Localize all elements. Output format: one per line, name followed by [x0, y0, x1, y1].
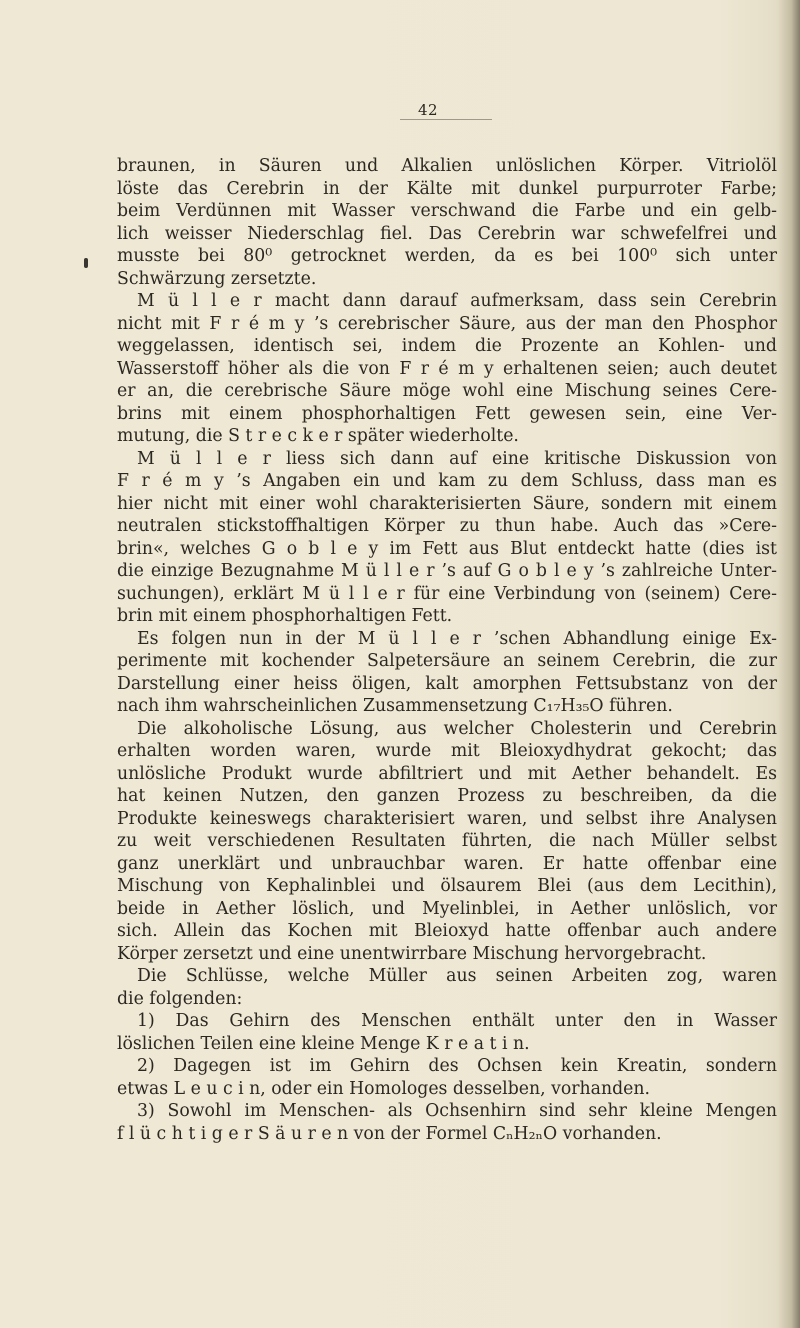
text-line: M ü l l e r liess sich dann auf eine kritische Diskussion von	[137, 448, 777, 469]
text-line: sich. Allein das Kochen mit Bleioxyd hatte offenbar auch andere	[117, 921, 777, 941]
text-line: 1) Das Gehirn des Menschen enthält unter den in Wasser	[137, 1011, 777, 1031]
text-line: Die Schlüsse, welche Müller aus seinen Arbeiten zog, waren	[137, 966, 777, 986]
text-line: beide in Aether löslich, und Myelinblei, in Aether unlöslich, vor	[117, 898, 777, 919]
text-line: Schwärzung zersetzte.	[117, 268, 317, 289]
text-line: perimente mit kochender Salpetersäure an seinem Cerebrin, die zur	[117, 651, 777, 671]
text-line: etwas L e u c i n, oder ein Homologes desselben, vorhanden.	[117, 1078, 651, 1099]
text-line: hat keinen Nutzen, den ganzen Prozess zu beschreiben, da die	[117, 786, 777, 806]
text-line: braunen, in Säuren und Alkalien unlöslichen Körper. Vitriolöl	[117, 156, 777, 176]
text-line: ganz unerklärt und unbrauchbar waren. Er hatte offenbar eine	[117, 853, 777, 874]
text-line: löslichen Teilen eine kleine Menge K r e a t i n.	[117, 1033, 530, 1054]
text-line: 3) Sowohl im Menschen- als Ochsenhirn sind sehr kleine Mengen	[137, 1101, 777, 1121]
text-line: F r é m y ’s Angaben ein und kam zu dem Schluss, dass man es	[117, 471, 777, 491]
text-line: brin«, welches G o b l e y im Fett aus Blut entdeckt hatte (dies ist	[117, 538, 777, 559]
margin-mark	[84, 258, 88, 268]
text-line: suchungen), erklärt M ü l l e r für eine Verbindung von (seinem) Cere-	[117, 583, 777, 604]
text-line: 2) Dagegen ist im Gehirn des Ochsen kein Kreatin, sondern	[137, 1056, 777, 1076]
body-text	[117, 155, 777, 1145]
text-line: Darstellung einer heiss öligen, kalt amorphen Fettsubstanz von der	[117, 673, 777, 694]
text-line: Mischung von Kephalinblei und ölsaurem Blei (aus dem Lecithin),	[117, 876, 777, 896]
text-line: lich weisser Niederschlag fiel. Das Cerebrin war schwefelfrei und	[117, 223, 777, 244]
text-line: neutralen stickstoffhaltigen Körper zu thun habe. Auch das »Cere-	[117, 516, 777, 536]
page-number: 42	[418, 101, 439, 119]
text-line: Wasserstoff höher als die von F r é m y erhaltenen seien; auch deutet	[117, 358, 777, 379]
text-line: M ü l l e r macht dann darauf aufmerksam, dass sein Cerebrin	[137, 291, 777, 311]
text-line: zu weit verschiedenen Resultaten führten, die nach Müller selbst	[117, 831, 777, 851]
text-line: mutung, die S t r e c k e r später wiederholte.	[117, 426, 519, 446]
text-line: hier nicht mit einer wohl charakterisierten Säure, sondern mit einem	[117, 493, 777, 514]
text-line: brins mit einem phosphorhaltigen Fett gewesen sein, eine Ver-	[117, 403, 777, 424]
text-line: brin mit einem phosphorhaltigen Fett.	[117, 606, 453, 626]
text-line: löste das Cerebrin in der Kälte mit dunkel purpurroter Farbe;	[117, 178, 777, 199]
text-line: nicht mit F r é m y ’s cerebrischer Säure, aus der man den Phosphor	[117, 313, 777, 334]
text-line: die einzige Bezugnahme M ü l l e r ’s auf G o b l e y ’s zahlreiche Unter-	[117, 561, 777, 581]
text-line: er an, die cerebrische Säure möge wohl eine Mischung seines Cere-	[117, 381, 777, 401]
page-number-rule	[400, 119, 492, 120]
text-line: die folgenden:	[117, 988, 243, 1009]
text-line: nach ihm wahrscheinlichen Zusammensetzung C₁₇H₃₅O führen.	[117, 696, 673, 716]
text-line: weggelassen, identisch sei, indem die Prozente an Kohlen- und	[117, 336, 777, 356]
text-line: Die alkoholische Lösung, aus welcher Cholesterin und Cerebrin	[137, 718, 777, 739]
text-line: Produkte keineswegs charakterisiert waren, und selbst ihre Analysen	[117, 808, 777, 829]
page-edge-shadow	[778, 0, 800, 1328]
text-line: f l ü c h t i g e r S ä u r e n von der Formel CₙH₂ₙO vorhanden.	[117, 1123, 662, 1144]
text-line: Es folgen nun in der M ü l l e r ’schen Abhandlung einige Ex-	[137, 628, 777, 649]
text-line: Körper zersetzt und eine unentwirrbare Mischung hervorgebracht.	[117, 943, 707, 964]
text-line: beim Verdünnen mit Wasser verschwand die Farbe und ein gelb-	[117, 201, 777, 221]
text-line: unlösliche Produkt wurde abfiltriert und mit Aether behandelt. Es	[117, 763, 777, 784]
text-line: musste bei 80⁰ getrocknet werden, da es bei 100⁰ sich unter	[117, 246, 777, 266]
text-line: erhalten worden waren, wurde mit Bleioxydhydrat gekocht; das	[117, 741, 777, 761]
